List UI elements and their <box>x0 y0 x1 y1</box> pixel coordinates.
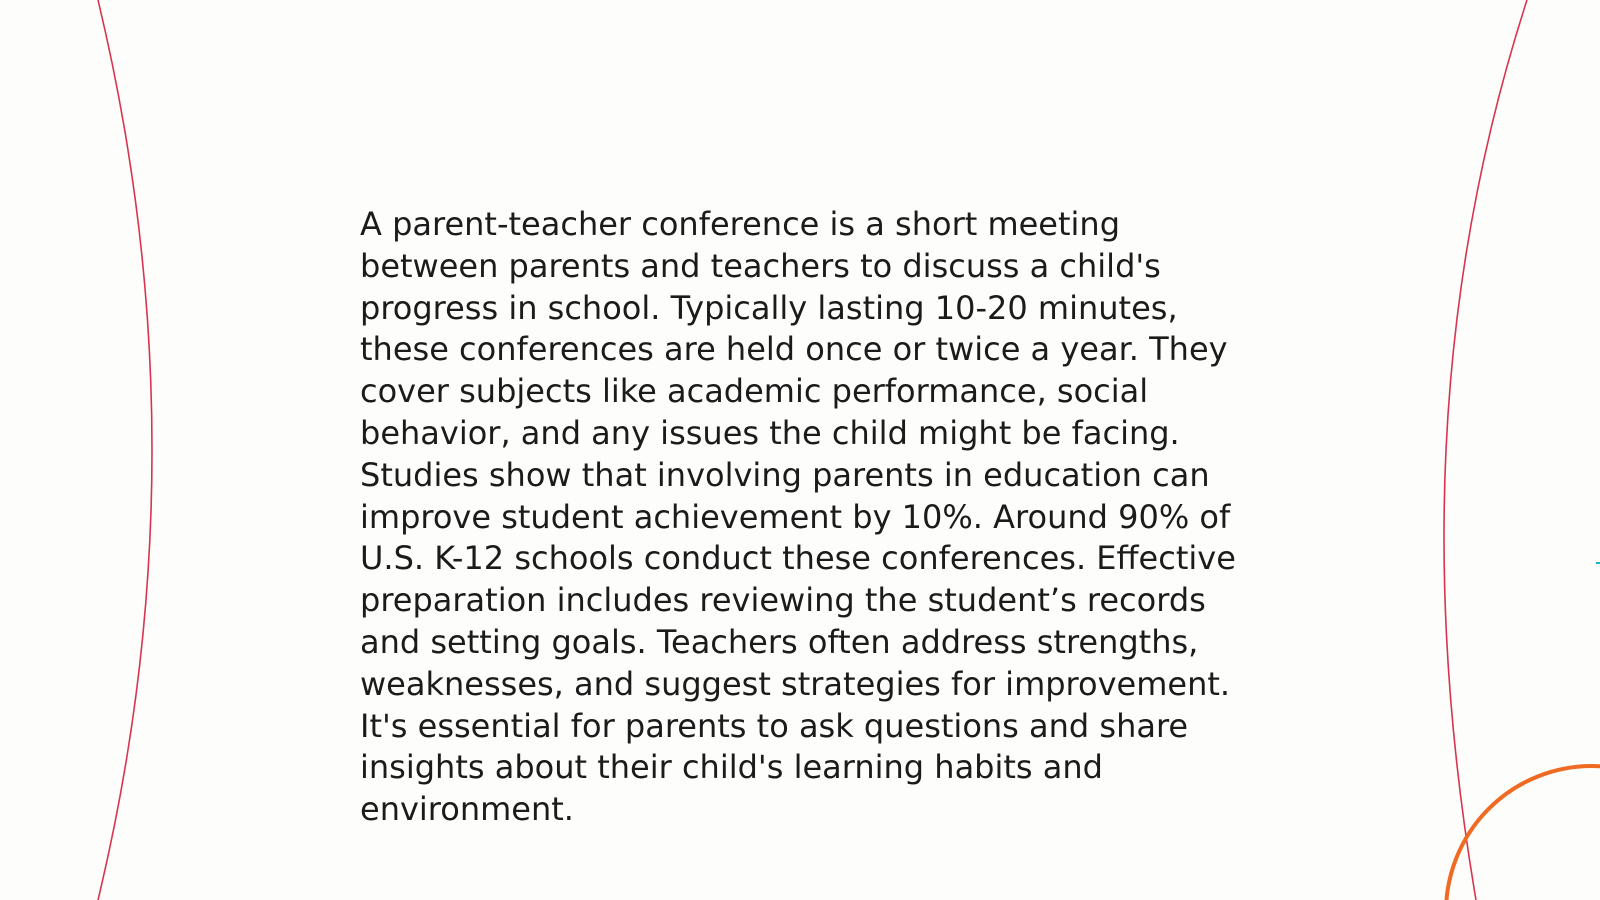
body-line-4: these conferences are held once or twice a year. They <box>360 330 1228 369</box>
orange-arc-shape <box>1446 766 1600 900</box>
body-line-5: cover subjects like academic performance, social <box>360 372 1149 411</box>
body-line-10: preparation includes reviewing the student’s records <box>360 581 1206 620</box>
body-line-14: insights about their child's learning habits and <box>360 748 1103 787</box>
left-curve-line <box>98 0 152 900</box>
body-line-9: U.S. K-12 schools conduct these conferences. Effective <box>360 539 1236 578</box>
body-line-12: weaknesses, and suggest strategies for improvement. <box>360 664 1231 703</box>
body-line-7: Studies show that involving parents in education can <box>360 455 1210 494</box>
body-line-15: environment. <box>360 790 574 829</box>
body-line-13: It's essential for parents to ask questions and share <box>360 706 1189 745</box>
body-line-8: improve student achievement by 10%. Around 90% of <box>360 497 1231 536</box>
right-curve-line <box>1444 0 1527 900</box>
body-line-2: between parents and teachers to discuss a child's <box>360 246 1161 285</box>
body-line-3: progress in school. Typically lasting 10-20 minutes, <box>360 288 1178 327</box>
body-line-1: A parent-teacher conference is a short meeting <box>360 205 1121 243</box>
body-paragraph <box>360 204 1260 831</box>
body-line-6: behavior, and any issues the child might be facing. <box>360 413 1180 452</box>
body-line-11: and setting goals. Teachers often address strengths, <box>360 622 1199 661</box>
